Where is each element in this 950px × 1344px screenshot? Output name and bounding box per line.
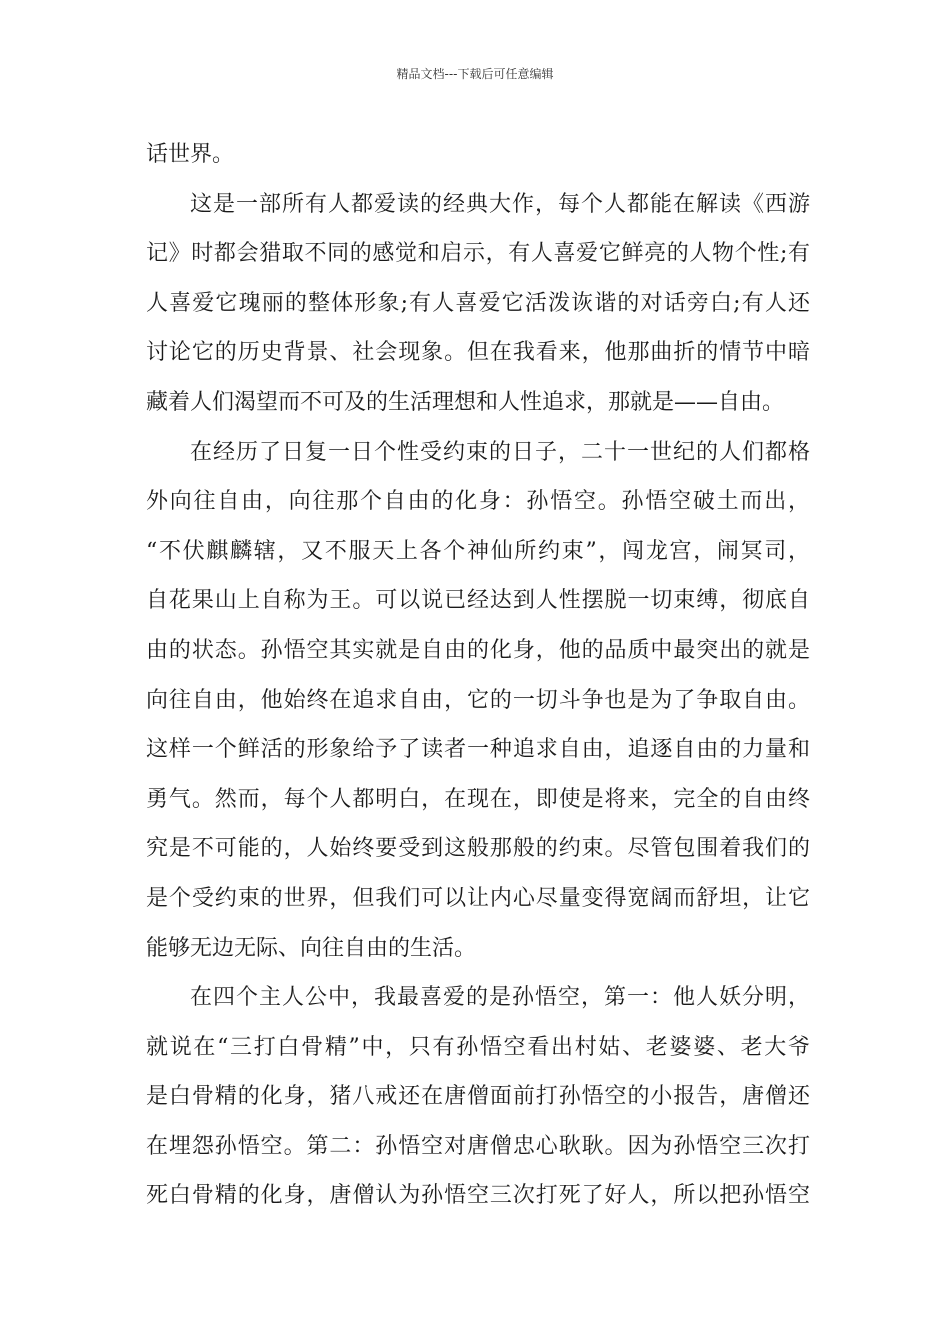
text-line: 记》时都会猎取不同的感觉和启示，有人喜爱它鲜亮的人物个性;有	[146, 241, 810, 267]
text-line: 讨论它的历史背景、社会现象。但在我看来，他那曲折的情节中暗	[146, 340, 810, 366]
text-line: 在埋怨孙悟空。第二：孙悟空对唐僧忠心耿耿。因为孙悟空三次打	[146, 1133, 810, 1159]
text-line: 自花果山上自称为王。可以说已经达到人性摆脱一切束缚，彻底自	[146, 588, 810, 614]
text-line: 在四个主人公中，我最喜爱的是孙悟空，第一：他人妖分明，	[190, 985, 810, 1011]
text-line: 向往自由，他始终在追求自由，它的一切斗争也是为了争取自由。	[146, 687, 810, 713]
text-line: 藏着人们渴望而不可及的生活理想和人性追求，那就是——自由。	[146, 389, 785, 415]
text-line: 是个受约束的世界，但我们可以让内心尽量变得宽阔而舒坦，让它	[146, 885, 810, 911]
page-header: 精品文档---下载后可任意编辑	[396, 67, 554, 81]
text-line: 勇气。然而，每个人都明白，在现在，即使是将来，完全的自由终	[146, 786, 810, 812]
text-line: 话世界。	[146, 142, 235, 167]
text-line: 这样一个鲜活的形象给予了读者一种追求自由，追逐自由的力量和	[146, 737, 810, 763]
text-line: 是白骨精的化身，猪八戒还在唐僧面前打孙悟空的小报告，唐僧还	[146, 1084, 810, 1110]
text-line: 能够无边无际、向往自由的生活。	[146, 935, 477, 961]
document-body	[146, 130, 810, 1221]
text-line: 由的状态。孙悟空其实就是自由的化身，他的品质中最突出的就是	[146, 637, 810, 663]
text-line: 就说在“三打白骨精”中，只有孙悟空看出村姑、老婆婆、老大爷	[146, 1034, 810, 1060]
text-line: 死白骨精的化身，唐僧认为孙悟空三次打死了好人，所以把孙悟空	[146, 1183, 810, 1209]
text-line: 究是不可能的，人始终要受到这般那般的约束。尽管包围着我们的	[146, 836, 810, 862]
text-line: “不伏麒麟辖，又不服天上各个神仙所约束”，闯龙宫，闹冥司，	[146, 538, 810, 564]
text-line: 外向往自由，向往那个自由的化身：孙悟空。孙悟空破土而出，	[146, 489, 810, 515]
text-line: 在经历了日复一日个性受约束的日子，二十一世纪的人们都格	[190, 439, 810, 465]
text-line: 这是一部所有人都爱读的经典大作，每个人都能在解读《西游	[190, 191, 810, 217]
text-line: 人喜爱它瑰丽的整体形象;有人喜爱它活泼诙谐的对话旁白;有人还	[146, 290, 810, 316]
